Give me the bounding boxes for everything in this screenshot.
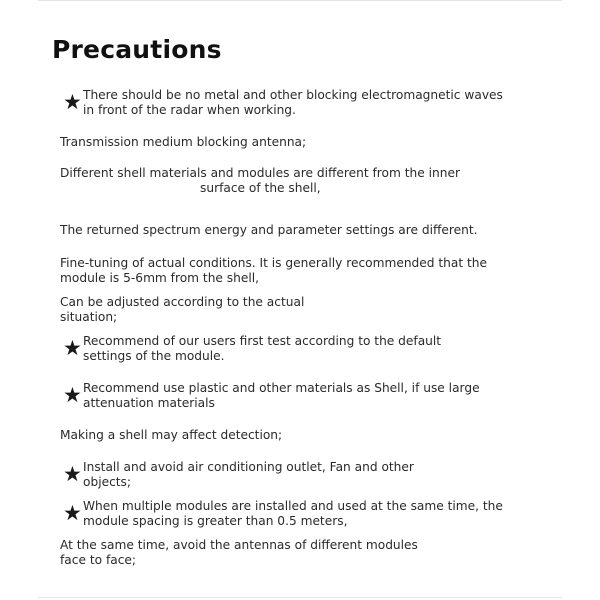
precaution-item	[60, 256, 487, 286]
precaution-line: objects;	[83, 475, 132, 489]
precaution-line: in front of the radar when working.	[83, 103, 296, 117]
star-icon: ★	[63, 462, 82, 486]
precaution-line: There should be no metal and other blocking electromagnetic waves	[83, 88, 503, 102]
bottom-divider	[38, 597, 562, 598]
precaution-line: face to face;	[60, 553, 137, 567]
precaution-item	[60, 428, 282, 443]
page-title: Precautions	[52, 35, 222, 64]
precaution-item	[83, 381, 480, 411]
top-divider	[38, 0, 562, 1]
precaution-item	[60, 295, 304, 325]
precaution-item	[83, 88, 503, 118]
precaution-item	[60, 538, 418, 568]
precaution-line: Can be adjusted according to the actual	[60, 295, 305, 309]
precaution-line: Recommend of our users first test according to the default	[83, 334, 442, 348]
precaution-line: settings of the module.	[83, 349, 225, 363]
precaution-line: Transmission medium blocking antenna;	[60, 135, 307, 149]
precaution-line: attenuation materials	[83, 396, 215, 410]
precaution-line: At the same time, avoid the antennas of different modules	[60, 538, 418, 552]
precaution-line: When multiple modules are installed and used at the same time, the	[83, 499, 503, 513]
precaution-item	[60, 135, 306, 150]
star-icon: ★	[63, 501, 82, 525]
precaution-line: module is 5-6mm from the shell,	[60, 271, 260, 285]
precaution-line: surface of the shell,	[200, 181, 321, 195]
star-icon: ★	[63, 90, 82, 114]
precaution-line: Fine-tuning of actual conditions. It is generally recommended that the	[60, 256, 488, 270]
precaution-line: module spacing is greater than 0.5 meters,	[83, 514, 348, 528]
precaution-line: Install and avoid air conditioning outlet, Fan and other	[83, 460, 414, 474]
precaution-item	[83, 334, 441, 364]
star-icon: ★	[63, 383, 82, 407]
precaution-line: Making a shell may affect detection;	[60, 428, 283, 442]
precaution-item	[83, 460, 414, 490]
precaution-line: situation;	[60, 310, 118, 324]
precaution-item	[60, 223, 478, 238]
precaution-item	[83, 499, 503, 529]
precaution-line: Recommend use plastic and other materials as Shell, if use large	[83, 381, 480, 395]
precaution-line: Different shell materials and modules are different from the inner	[60, 166, 460, 180]
precaution-item	[60, 166, 460, 196]
star-icon: ★	[63, 336, 82, 360]
precaution-line: The returned spectrum energy and parameter settings are different.	[60, 223, 478, 237]
